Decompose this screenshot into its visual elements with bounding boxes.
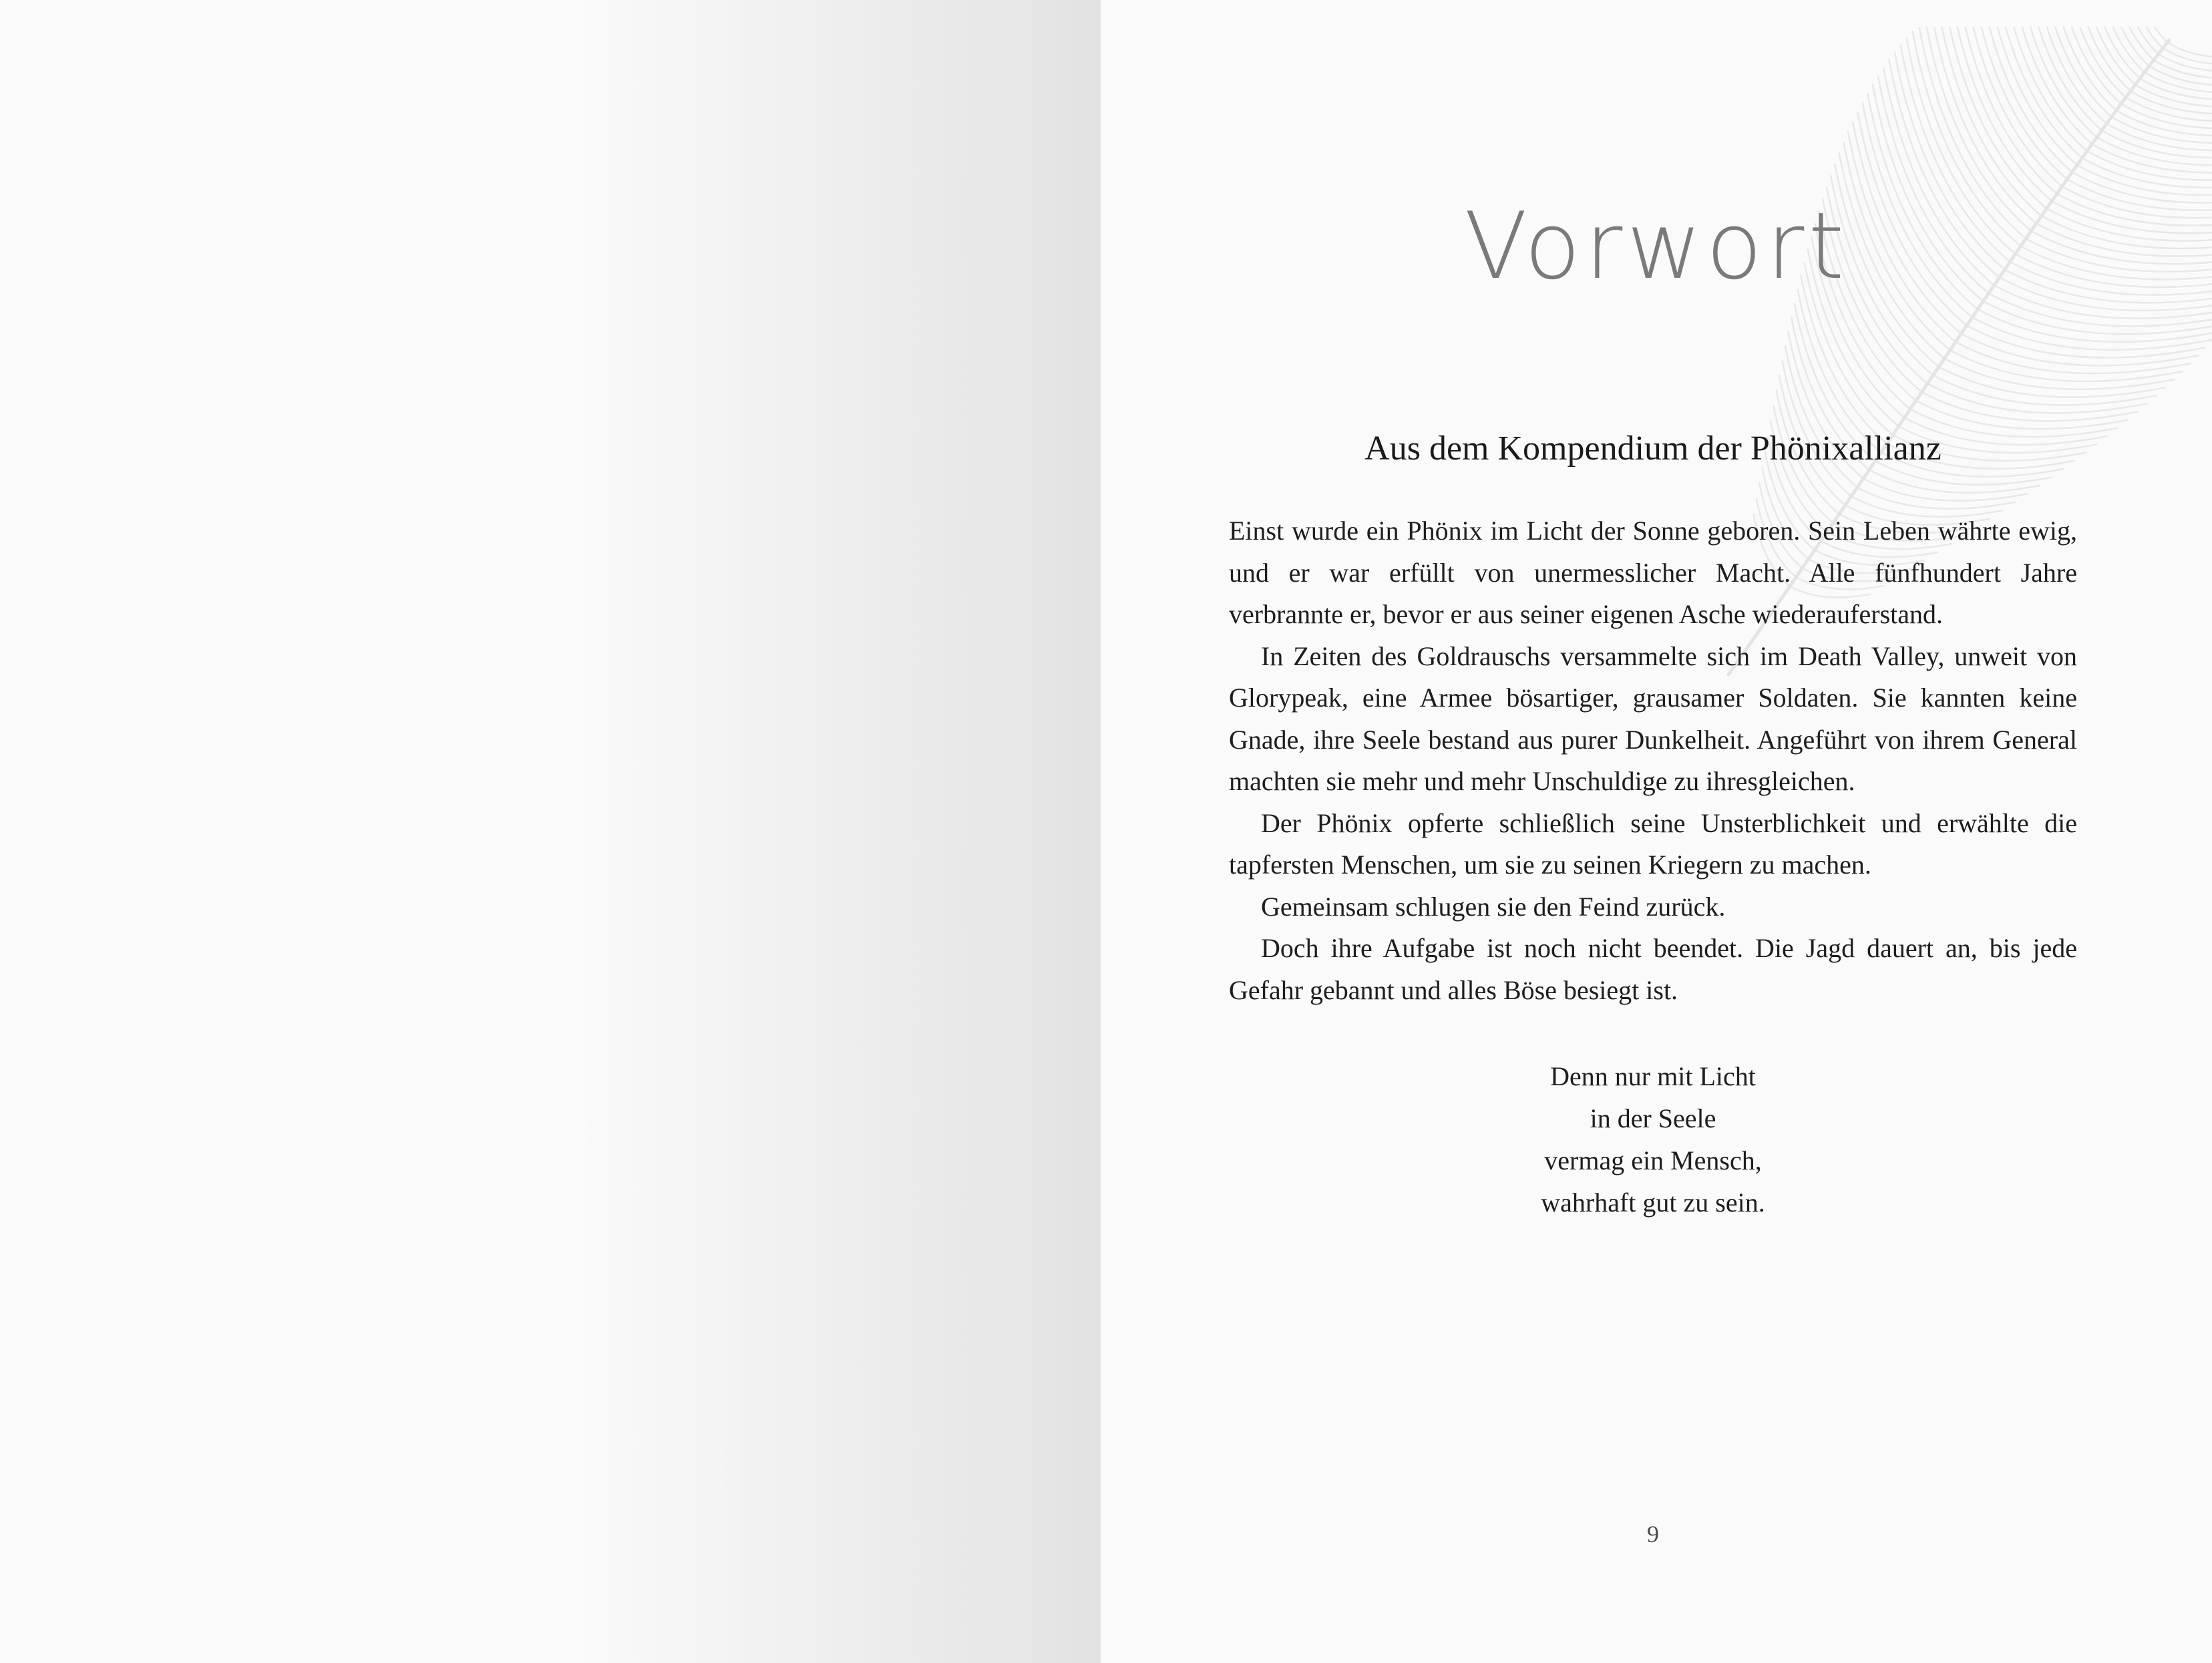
page-number: 9 (1647, 1521, 1659, 1547)
verse-line-1: Denn nur mit Licht (1550, 1061, 1756, 1091)
right-page (1101, 0, 2212, 1663)
subtitle: Aus dem Kompendium der Phönixallianz (1364, 429, 1942, 468)
body-text (1229, 510, 2077, 1011)
left-page-blank (0, 0, 1101, 1663)
verse-line-3: vermag ein Mensch, (1544, 1145, 1762, 1175)
verse-line-4: wahrhaft gut zu sein. (1541, 1187, 1765, 1218)
page-title: Vorwort (1464, 192, 1849, 300)
paragraph-1: Einst wurde ein Phönix im Licht der Sonne geboren. Sein Leben währte ewig, und er war erfüllt von unermesslicher Macht. Alle fünfhundert Jahre verbrannte er, bevor er aus seiner eigenen Asche wiederauferstand. (1229, 516, 2077, 629)
paragraph-5: Doch ihre Aufgabe ist noch nicht beendet. Die Jagd dauert an, bis jede Gefahr gebannt und alles Böse besiegt ist. (1229, 933, 2077, 1005)
closing-verse (1229, 1055, 2077, 1224)
paragraph-4: Gemeinsam schlugen sie den Feind zurück. (1261, 891, 1726, 922)
verse-line-2: in der Seele (1590, 1103, 1716, 1133)
paragraph-3: Der Phönix opferte schließlich seine Unsterblichkeit und erwählte die tapfersten Menschen, um sie zu seinen Kriegern zu machen. (1229, 807, 2077, 880)
paragraph-2: In Zeiten des Goldrauschs versammelte sich im Death Valley, unweit von Glorypeak, eine Armee bösartiger, grausamer Soldaten. Sie kannten keine Gnade, ihre Seele bestand aus purer Dunkelheit. Angeführt von ihrem General machten sie mehr und mehr Unschuldige zu ihresgleichen. (1229, 640, 2077, 796)
